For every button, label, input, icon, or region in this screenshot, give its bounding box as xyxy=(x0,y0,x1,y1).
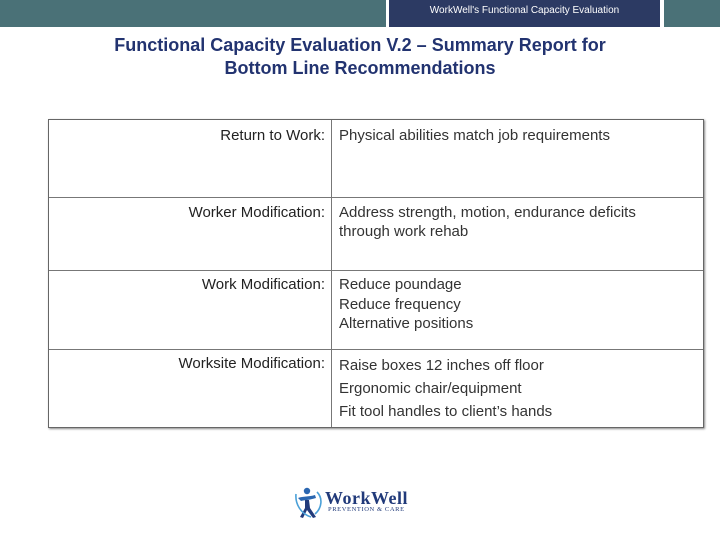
row-divider xyxy=(49,270,703,271)
banner-right-block xyxy=(664,0,720,27)
column-divider xyxy=(331,120,332,427)
value-line: through work rehab xyxy=(339,223,469,240)
person-figure-icon xyxy=(295,486,325,520)
page-title-line-2: Bottom Line Recommendations xyxy=(224,58,496,78)
row-value-worksite-modification xyxy=(339,354,699,423)
value-line: Raise boxes 12 inches off floor xyxy=(339,357,544,374)
logo-wordmark: WorkWell xyxy=(325,488,409,508)
row-divider xyxy=(49,197,703,198)
banner-left-block xyxy=(0,0,386,27)
value-line: Address strength, motion, endurance deficits xyxy=(339,204,636,221)
row-value-worker-modification xyxy=(339,203,699,241)
workwell-logo xyxy=(295,485,425,521)
page-title xyxy=(40,34,680,80)
row-label-worksite-modification: Worksite Modification: xyxy=(178,355,325,372)
value-line: Alternative positions xyxy=(339,315,474,332)
value-line: Reduce poundage xyxy=(339,276,462,293)
value-line: Fit tool handles to client’s hands xyxy=(339,403,553,420)
row-divider xyxy=(49,349,703,350)
top-banner xyxy=(0,0,720,27)
page-title-line-1: Functional Capacity Evaluation V.2 – Summary Report for xyxy=(114,35,606,55)
row-label-worker-modification: Worker Modification: xyxy=(188,204,325,221)
banner-title: WorkWell's Functional Capacity Evaluation xyxy=(389,0,660,27)
value-line: Reduce frequency xyxy=(339,295,461,313)
row-value-work-modification xyxy=(339,275,699,334)
logo-tagline: PREVENTION & CARE xyxy=(328,506,405,513)
row-value-return-to-work xyxy=(339,126,699,145)
recommendations-table xyxy=(48,119,704,428)
value-line: Ergonomic chair/equipment xyxy=(339,380,522,397)
value-line: Physical abilities match job requirements xyxy=(339,127,610,144)
row-label-return-to-work: Return to Work: xyxy=(220,127,325,144)
row-label-work-modification: Work Modification: xyxy=(201,276,325,293)
